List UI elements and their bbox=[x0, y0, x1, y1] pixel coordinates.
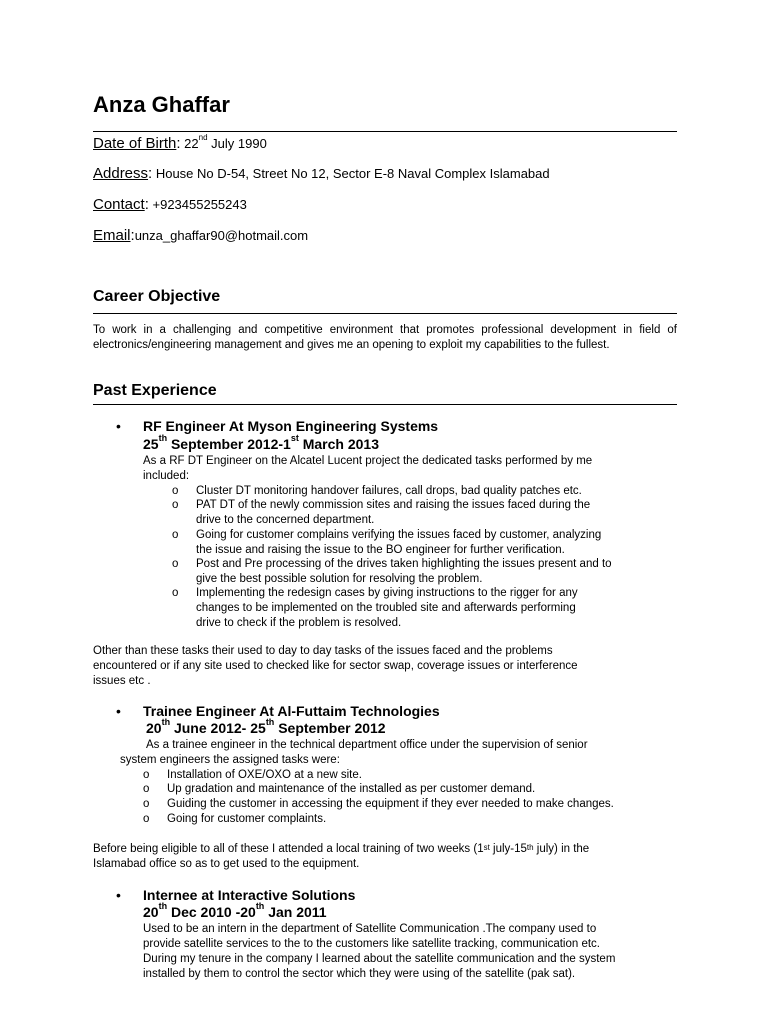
header-divider bbox=[93, 131, 677, 132]
candidate-name: Anza Ghaffar bbox=[93, 92, 230, 117]
address-label: Address bbox=[93, 165, 149, 182]
dob-suffix: nd bbox=[198, 133, 208, 142]
job-bullet: • bbox=[116, 703, 121, 719]
career-objective-text: To work in a challenging and competitive environment that promotes professional development in field of electronics/engineering management and gives me an opening to exploit my capabilities to the fullest. bbox=[93, 324, 677, 351]
career-objective-divider bbox=[93, 313, 677, 314]
job-description: As a trainee engineer in the technical department office under the supervision of senior system engineers the assigned tasks were: bbox=[120, 739, 588, 766]
email-value[interactable]: unza_ghaffar90@hotmail.com bbox=[134, 228, 309, 243]
job-bullet: • bbox=[116, 887, 121, 903]
job-dates: 25th September 2012-1st March 2013 bbox=[143, 433, 379, 452]
job-title: Trainee Engineer At Al-Futtaim Technologies bbox=[143, 703, 440, 719]
dob-day: 22 bbox=[184, 136, 199, 151]
dob-label: Date of Birth bbox=[93, 135, 177, 152]
resume-page: Anza Ghaffar Date of Birth: 22nd July 1990 Address: House No D-54, Street No 12, Sector E-8 Naval Complex Islamabad Contact: +923455255243 Email:unza_ghaffar90@hotmail.com Career Objective To work in a challenging and competitive environment that promotes professional development in field of electronics/engineering management and gives me an opening to exploit my capabilities to the fullest. Past Experience • RF Engineer At Myson Engineering Systems 25th September 2012-1st March 2013 As a RF DT Engineer on the Alcatel Lucent project the dedicated tasks performed by me included: o Cluster DT monitoring handover failures, call drops, bad quality patches etc. o PAT DT of the newly commission sites and raising the issues faced during the drive to the concerned department. o Going for customer complains verifying the issues faced by customer, analyzing the issue and raising the issue to the BO engineer for further verification. o Post and Pre processing of the drives taken highlighting the issues present and to give the best possible solution for resolving the problem. o Implementing the redesign cases by giving instructions to the rigger for any changes to be implemented on the troubled site and afterwards performing drive to check if the problem is resolved. Other than these tasks their used to day to day tasks of the issues faced and the problems encountered or if any site used to checked like for sector swap, coverage issues or interference issues etc . • Trainee Engineer At Al-Futtaim Technologies 20th June 2012- 25th September 2012 As a trainee engineer in the technical department office under the supervision of senior system engineers the assigned tasks were: o Installation of OXE/OXO at a new site. o Up gradation and maintenance of the installed as per customer demand. o Guiding the customer in accessing the equipment if they ever needed to make changes. o Going for customer complaints. Before being eligible to all of these I attended a local training of two weeks (1st july-15th july) in the Islamabad office so as to get used to the equipment. • Internee at Interactive Solutions 20th Dec 2010 -20th Jan 2011 Used to be an intern in the department of Satellite Communication .The company used to provide satellite services to the to the customers like satellite tracking, communication etc. During my tenure in the company I learned about the satellite communication and the system installed by them to control the sector which they were using of the satellite (pak sat). bbox=[93, 92, 677, 980]
dob-field: Date of Birth: 22nd July 1990 bbox=[93, 133, 267, 152]
job-description: Used to be an intern in the department of Satellite Communication .The company used to provide satellite services to the to the customers like satellite tracking, communication etc. During my tenure in the company I learned about the satellite communication and the system installed by them to control the sector which they were using of the satellite (pak sat). bbox=[143, 923, 616, 980]
contact-field: Contact: +923455255243 bbox=[93, 196, 247, 213]
job-bullet: • bbox=[116, 418, 121, 434]
email-field: Email:unza_ghaffar90@hotmail.com bbox=[93, 227, 309, 244]
job-title: Internee at Interactive Solutions bbox=[143, 887, 356, 903]
other-tasks-text: Other than these tasks their used to day to day tasks of the issues faced and the problems encountered or if any site used to checked like for sector swap, coverage issues or interference issues etc . bbox=[93, 645, 578, 687]
address-field: Address: House No D-54, Street No 12, Sector E-8 Naval Complex Islamabad bbox=[93, 165, 550, 182]
job-dates: 20th Dec 2010 -20th Jan 2011 bbox=[143, 901, 327, 920]
training-text: Before being eligible to all of these I attended a local training of two weeks (1st july-15th july) in the Islamabad office so as to get used to the equipment. bbox=[93, 843, 590, 870]
past-experience-divider bbox=[93, 404, 677, 405]
address-value: House No D-54, Street No 12, Sector E-8 Naval Complex Islamabad bbox=[155, 166, 550, 181]
career-objective-heading: Career Objective bbox=[93, 288, 221, 305]
past-experience-heading: Past Experience bbox=[93, 382, 217, 399]
contact-value: +923455255243 bbox=[152, 197, 247, 212]
contact-label: Contact bbox=[93, 196, 145, 213]
job-title: RF Engineer At Myson Engineering Systems bbox=[143, 418, 439, 434]
job-dates: 20th June 2012- 25th September 2012 bbox=[146, 717, 386, 736]
job-description: As a RF DT Engineer on the Alcatel Lucent project the dedicated tasks performed by me included: bbox=[143, 455, 593, 482]
email-label: Email bbox=[93, 227, 131, 244]
dob-month-year: July 1990 bbox=[211, 136, 267, 151]
